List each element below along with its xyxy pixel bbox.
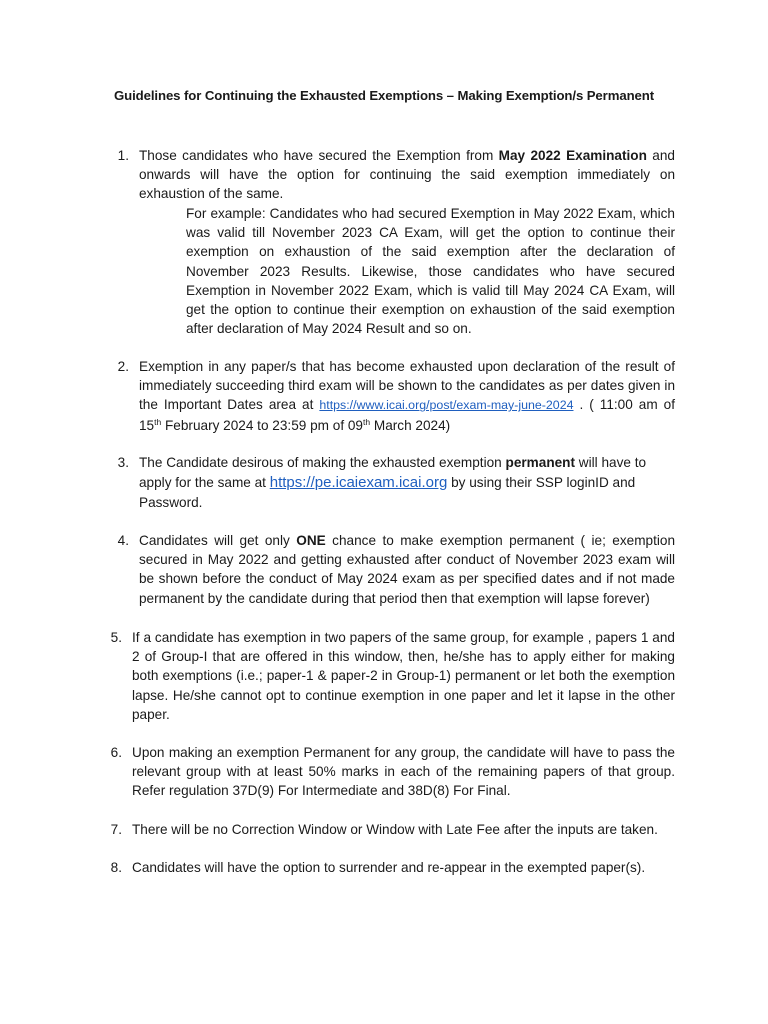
item-text: Those candidates who have secured the Exemption from May 2022 Examination and onwards will have the option for continuing the said exemption immediately on exhaustion of the same. xyxy=(139,148,675,202)
item-number: 6. xyxy=(110,745,122,760)
item-text: Exemption in any paper/s that has become exhausted upon declaration of the result of immediately succeeding third exam will be shown to the candidates as per dates given in the Important Dates area at https://www.icai.org/post/exam-may-june-2024 . ( 11:00 am of 15th February 2024 to 23:59 pm of 09th March 2024) xyxy=(139,359,675,433)
bold-emphasis: permanent xyxy=(505,455,576,470)
item-number: 8. xyxy=(110,860,122,875)
bold-emphasis: ONE xyxy=(296,533,326,548)
item-number: 3. xyxy=(117,455,129,470)
exam-dates-link[interactable]: https://www.icai.org/post/exam-may-june-2024 xyxy=(319,398,574,413)
item-number: 5. xyxy=(110,630,122,645)
item-number: 4. xyxy=(117,533,129,548)
item-number: 1. xyxy=(117,148,129,163)
list-item-1 xyxy=(113,146,675,206)
list-item-4 xyxy=(113,531,675,611)
item-number: 7. xyxy=(110,822,122,837)
item-text: The Candidate desirous of making the exhausted exemption permanent will have to apply for the same at https://pe.icaiexam.icai.org by using their SSP loginID and Password. xyxy=(139,455,647,510)
example-paragraph: For example: Candidates who had secured Exemption in May 2022 Exam, which was valid till November 2023 CA Exam, will get the option to continue their exemption on exhaustion of the said exemption after the declaration of November 2023 Results. Likewise, those candidates who have secured Exemption in November 2022 Exam, which is valid till May 2024 CA Exam, will get the option to continue their exemption on exhaustion of the said exemption after declaration of May 2024 Result and so on. xyxy=(186,206,675,337)
exemption-portal-link[interactable]: https://pe.icaiexam.icai.org xyxy=(269,474,448,491)
item-text: Candidates will get only ONE chance to make exemption permanent ( ie; exemption secured in May 2022 and getting exhausted after conduct of November 2023 exam will be shown before the conduct of May 2024 exam as per specified dates and if not made permanent by the candidate during that period then that exemption will lapse forever) xyxy=(139,533,676,606)
list-item-5 xyxy=(106,628,675,728)
list-item-7 xyxy=(106,820,675,840)
item-number: 2. xyxy=(117,359,129,374)
item-text: Upon making an exemption Permanent for any group, the candidate will have to pass the relevant group with at least 50% marks in each of the remaining papers of that group. Refer regulation 37D(9) For Intermediate and 38D(8) For Final. xyxy=(132,745,675,799)
list-item-6 xyxy=(106,743,675,803)
item-text: Candidates will have the option to surrender and re-appear in the exempted paper(s). xyxy=(132,860,646,875)
list-item-2 xyxy=(113,357,675,437)
document-title: Guidelines for Continuing the Exhausted Exemptions – Making Exemption/s Permanent xyxy=(114,88,654,103)
bold-emphasis: May 2022 Examination xyxy=(498,148,647,163)
item-text: There will be no Correction Window or Window with Late Fee after the inputs are taken. xyxy=(132,822,658,837)
item-text: If a candidate has exemption in two papers of the same group, for example , papers 1 and 2 of Group-I that are offered in this window, then, he/she has to apply either for making both exemptions (i.e.; paper-1 & paper-2 in Group-1) permanent or let both the exemption lapse. He/she cannot opt to continue exemption in one paper and let it lapse in the other paper. xyxy=(132,630,675,722)
list-item-3 xyxy=(113,453,675,513)
list-item-8 xyxy=(106,858,675,878)
